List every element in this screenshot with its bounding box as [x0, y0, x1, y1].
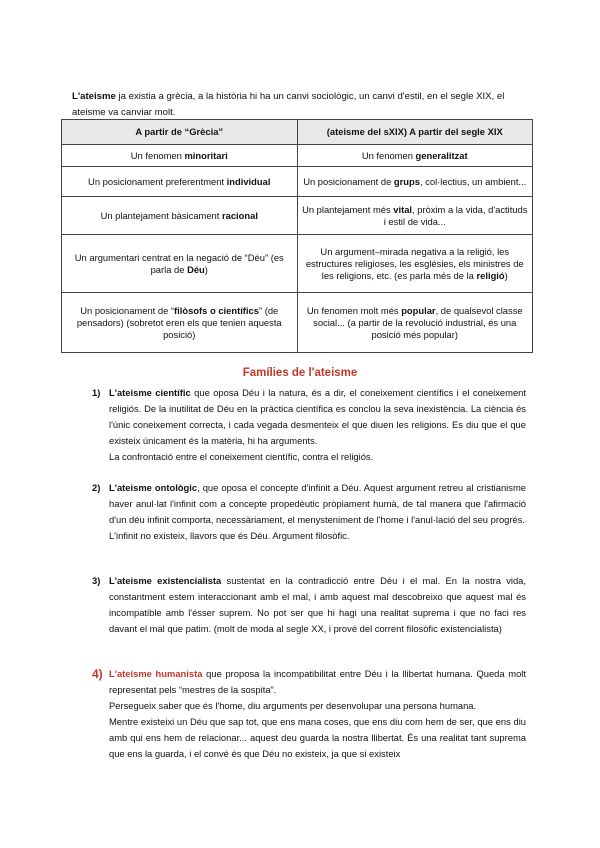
table-header-right: (ateisme del sXIX) A partir del segle XIX	[297, 120, 533, 145]
intro-paragraph	[72, 89, 532, 121]
table-row	[62, 235, 533, 293]
table-cell-left: Un posicionament de “filòsofs o científics” (de pensadors) (sobretot eren els que tenien aquesta posició)	[62, 293, 298, 353]
item-extra: L'infinit no existeix, llavors que és Déu. Argument filosòfic.	[109, 530, 350, 542]
item-term: L'ateisme científic	[109, 387, 191, 398]
item-text: sustentat en la contradicció entre Déu i el mal. En la nostra vida, constantment estem interaccionant amb el mal, i amb aquest mal descobreixo que aquest mal és incompatible amb l'ésser suprem. No pot ser que hi hagi una realitat suprema i que no faci res davant el mal que patim. (molt de moda al segle XX, i prové del corrent filosòfic existencialista)	[109, 575, 526, 635]
item-extra: La confrontació entre el coneixement científic, contra el religiós.	[109, 451, 374, 463]
table-header-row	[62, 120, 533, 145]
table-cell-right: Un fenomen generalitzat	[297, 145, 533, 167]
table-row	[62, 145, 533, 167]
table-cell-right: Un plantejament més vital, pròxim a la vida, d'actituds i estil de vida...	[297, 197, 533, 235]
item-number: 1)	[92, 387, 101, 398]
item-term: L'ateisme ontològic	[109, 482, 198, 493]
comparison-table	[61, 119, 533, 353]
table-row	[62, 293, 533, 353]
item-term: L'ateisme existencialista	[109, 575, 222, 586]
table-cell-right: Un posicionament de grups, col·lectius, un ambient...	[297, 167, 533, 197]
intro-bold: L'ateisme	[72, 91, 116, 102]
table-cell-left: Un argumentari centrat en la negació de “Déu” (es parla de Déu)	[62, 235, 298, 293]
list-item	[92, 573, 526, 637]
table-cell-left: Un fenomen minoritari	[62, 145, 298, 167]
table-header-left: A partir de “Grècia”	[62, 120, 298, 145]
item-text: que oposa Déu i la natura, és a dir, el coneixement científics i el coneixement religiós. De la inutilitat de Déu en la pràctica científica es conclou la seva inexistència. La ciència és l'únic coneixement correcta, i cada vegada desmenteix el que diuen les religions. Es diu que el que existeix únicament és la matèria, hi ha arguments.	[109, 387, 526, 447]
item-number: 3)	[92, 575, 101, 586]
list-item	[92, 385, 526, 465]
item-text: que proposa la incompatibilitat entre Déu i la llibertat humana. Queda molt representat pels “mestres de la sospita”.	[109, 668, 526, 696]
item-extra: Persegueix saber que és l'home, diu arguments per desenvolupar una persona humana.	[109, 700, 477, 712]
item-number: 2)	[92, 482, 101, 493]
intro-text: ja existia a grècia, a la història hi ha un canvi sociològic, un canvi d'estil, en el segle XIX, el ateisme va canviar molt.	[72, 91, 505, 118]
item-number: 4)	[92, 667, 103, 681]
table-cell-right: Un fenomen molt més popular, de qualsevol classe social... (a partir de la revolució industrial, és una posició més popular)	[297, 293, 533, 353]
table-cell-left: Un posicionament preferentment individual	[62, 167, 298, 197]
item-term: L'ateisme humanista	[109, 668, 203, 679]
section-title: Famílies de l'ateisme	[242, 367, 358, 379]
list-item	[92, 480, 526, 544]
list-item	[92, 666, 526, 763]
item-text: , que oposa el concepte d'infinit a Déu. Aquest argument retreu al cristianisme haver anul·lat l'infinit com a concepte propedèutic pròpiament humà, de tal manera que l'afirmació d'un déu infinit comporta, necessàriament, el menysteniment de l'home i l'anul·lació del seu progrés.	[109, 482, 526, 526]
table-row	[62, 167, 533, 197]
table-cell-right: Un argument–mirada negativa a la religió, les estructures religioses, les esglésies, els ministres de les religions, etc. (es parla més de la religió)	[297, 235, 533, 293]
item-extra: Mentre existeixi un Déu que sap tot, que ens mana coses, que ens diu com hem de ser, que ens diu amb qui ens hem de relacionar... aquest deu guarda la nostra llibertat. És una realitat tant suprema que ens la guarda, i el convé és que Déu no existeix, ja que si existeix	[109, 716, 526, 760]
table-row	[62, 197, 533, 235]
table-cell-left: Un plantejament bàsicament racional	[62, 197, 298, 235]
